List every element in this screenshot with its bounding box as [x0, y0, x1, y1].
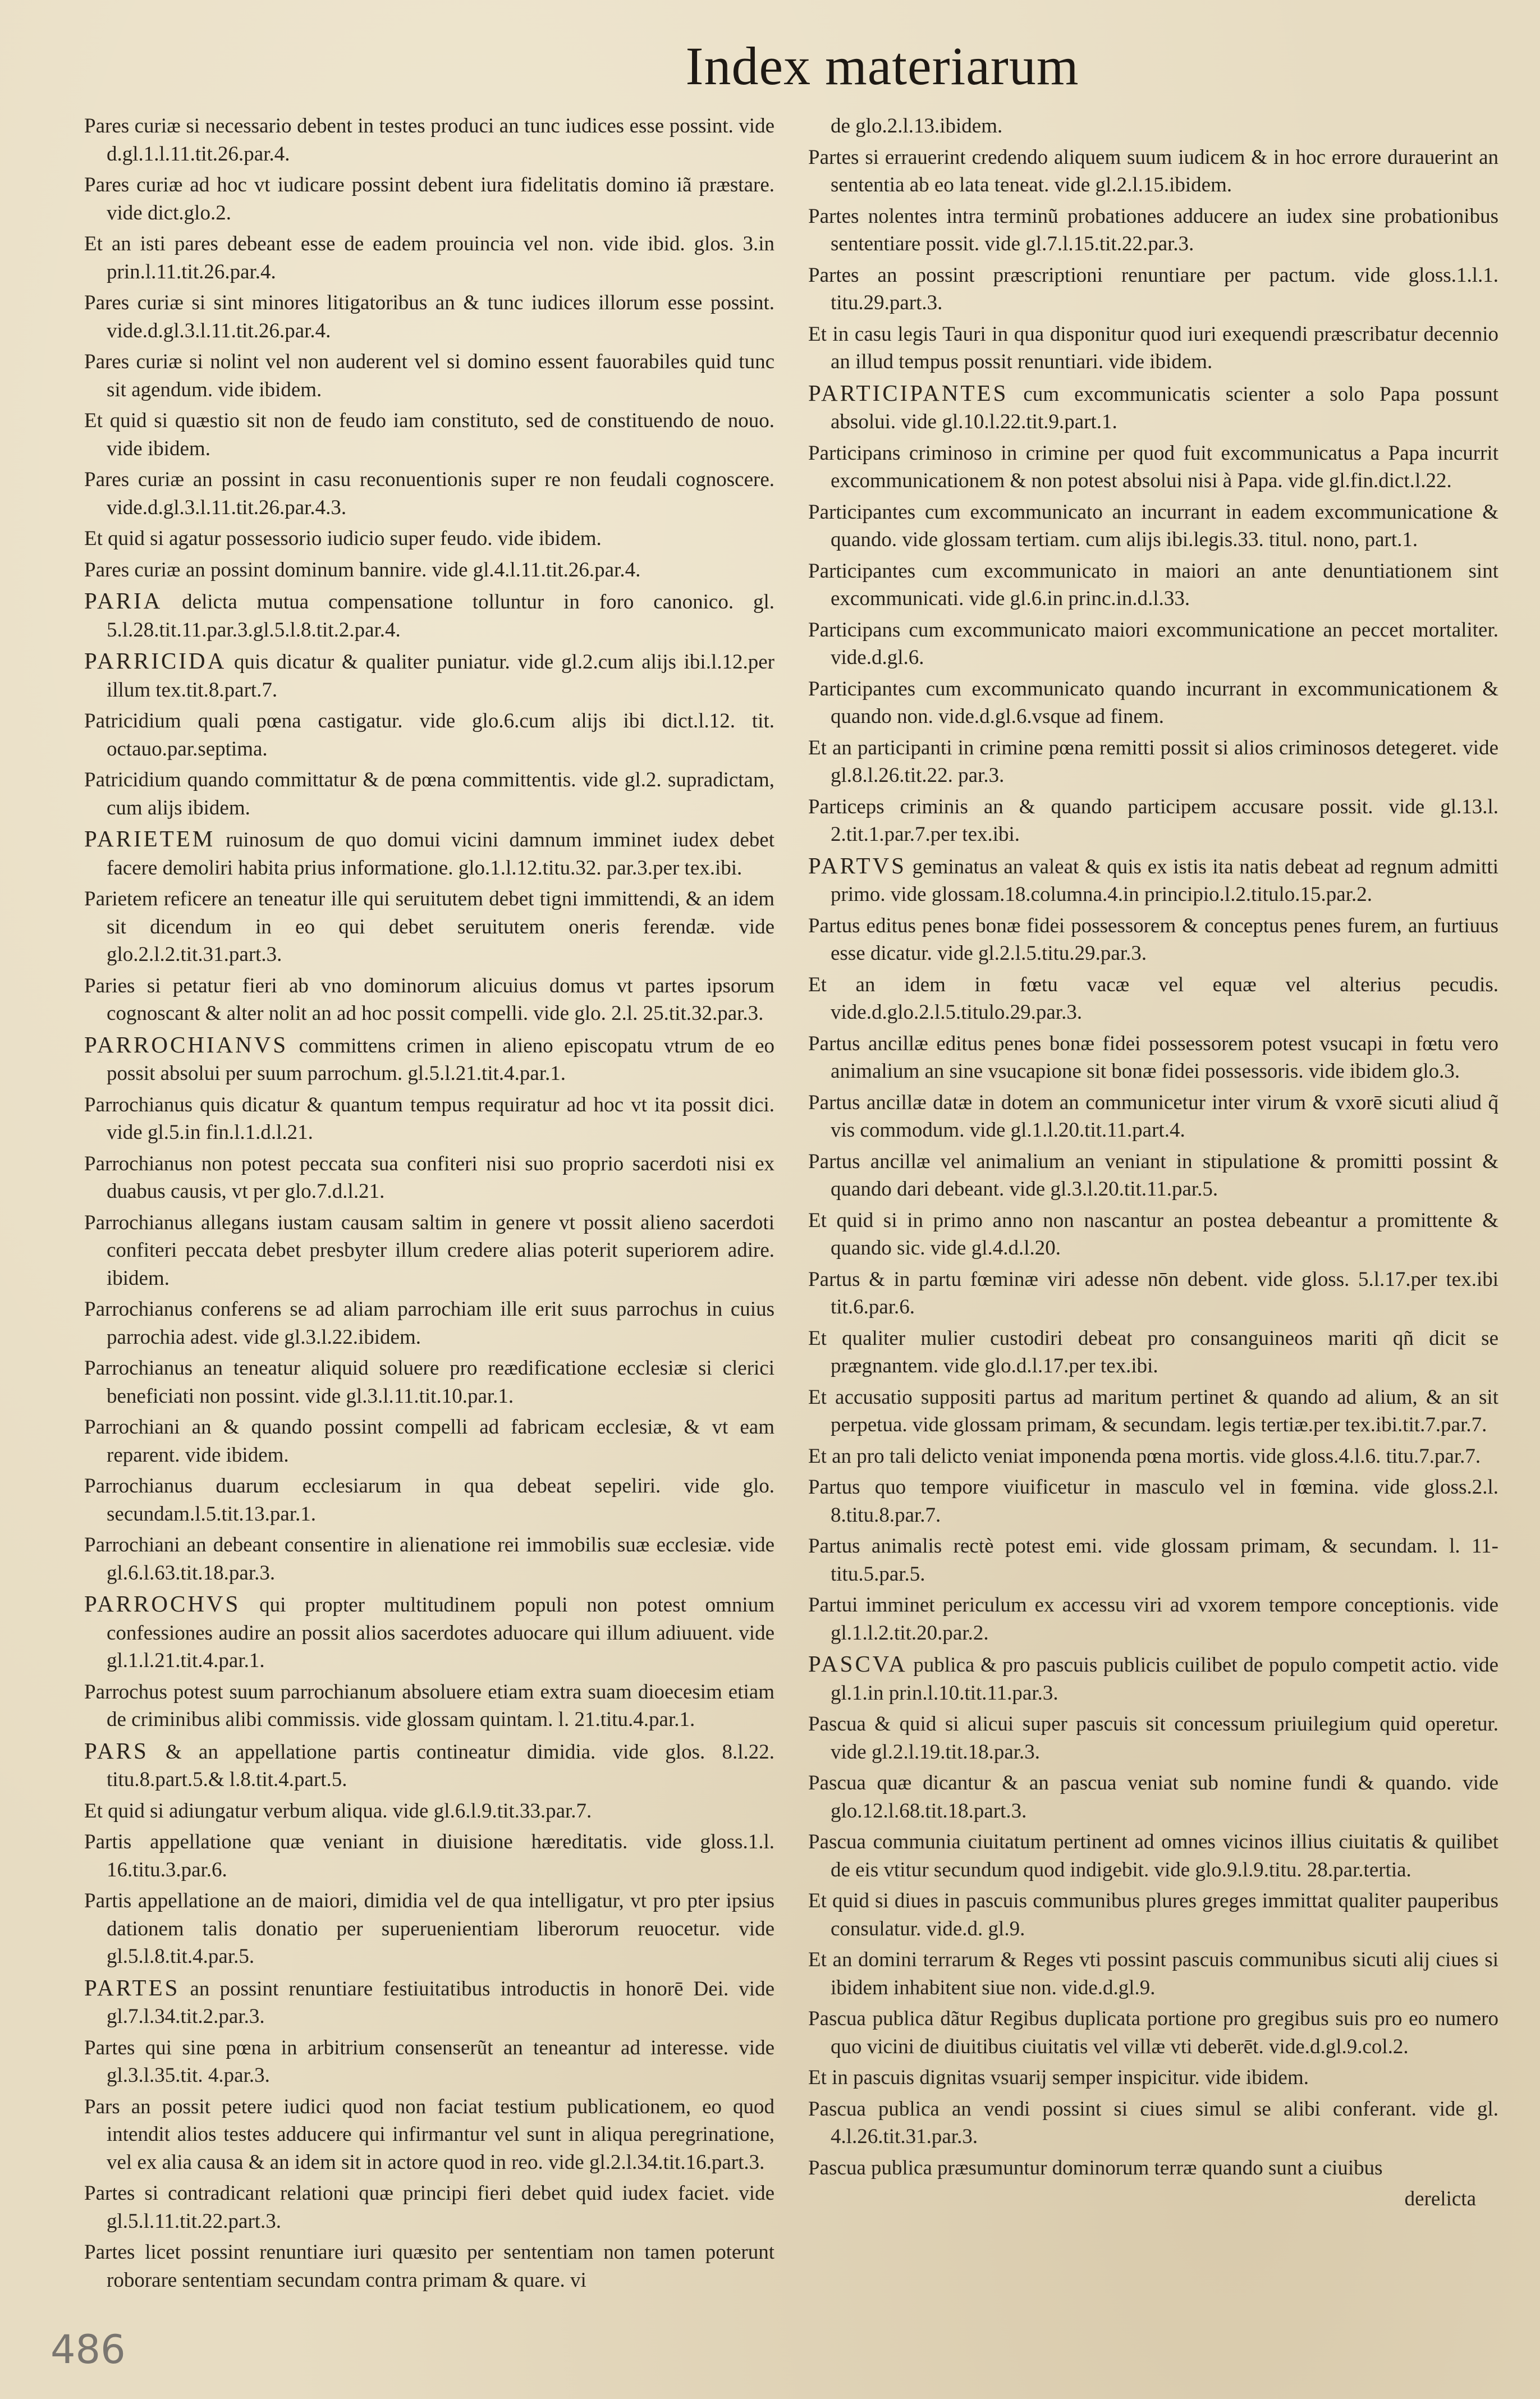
entry-text: Parrochianus allegans iustam causam saltim in genere vt possit alieno sacerdoti confiteri peccata debet presbyter illum credere alias poterit superiorem adire. ibidem.: [84, 1211, 774, 1290]
entry-text: Pascua publica an vendi possint si ciues simul se alibi conferant. vide gl. 4.l.26.tit.31.par.3.: [808, 2097, 1498, 2148]
entry-text: Parrochiani an & quando possint compelli ad fabricam ecclesiæ, & vt eam reparent. vide ibidem.: [84, 1416, 774, 1467]
entry-text: Et an isti pares debeant esse de eadem prouincia vel non. vide ibid. glos. 3.in prin.l.11.tit.26.par.4.: [84, 232, 774, 283]
index-entry: [808, 1828, 1498, 1884]
index-entry: [808, 2154, 1498, 2182]
entry-text: Partis appellatione an de maiori, dimidia vel de qua intelligatur, vt pro pter ipsius dationem talis donatio per superuenientiam liberorum reuocetur. vide gl.5.l.8.tit.4.par.5.: [84, 1889, 774, 1968]
entry-text: Parrochianus quis dicatur & quantum tempus requiratur ad hoc vt ita possit dici. vide gl.5.in fin.l.1.d.l.21.: [84, 1093, 774, 1144]
index-entry: [84, 1737, 774, 1794]
index-entry: [808, 1207, 1498, 1262]
index-entry: [84, 766, 774, 822]
index-entry: [808, 1946, 1498, 2002]
index-entry: [84, 825, 774, 882]
index-entry: [84, 1091, 774, 1147]
index-entry: [84, 556, 774, 584]
entry-text: geminatus an valeat & quis ex istis ita natis debeat ad regnum admitti primo. vide glossam.18.columna.4.in principio.l.2.titulo.15.par.2.: [831, 855, 1498, 906]
entry-text: Parrochianus duarum ecclesiarum in qua debeat sepeliri. vide glo. secundam.l.5.tit.13.par.1.: [84, 1475, 774, 1526]
entry-text: Partus editus penes bonæ fidei possessorem & conceptus penes furem, an furtiuus esse dicatur. vide gl.2.l.5.titu.29.par.3.: [808, 914, 1498, 965]
index-entry: [84, 2238, 774, 2294]
index-entry: [84, 587, 774, 644]
index-entry: [808, 2005, 1498, 2061]
index-entry: [808, 912, 1498, 968]
entry-text: Pares curiæ an possint dominum bannire. vide gl.4.l.11.tit.26.par.4.: [84, 558, 641, 582]
entry-text: Partes qui sine pœna in arbitrium consenserũt an teneantur ad interesse. vide gl.3.l.35.tit. 4.par.3.: [84, 2036, 774, 2087]
index-entry: [84, 2034, 774, 2090]
entry-text: Et quid si agatur possessorio iudicio super feudo. vide ibidem.: [84, 527, 602, 550]
index-entry: [84, 885, 774, 969]
entry-lemma: PARTICIPANTES: [808, 379, 1009, 406]
entry-text: Et qualiter mulier custodiri debeat pro consanguineos mariti qñ dicit se prægnantem. vide glo.d.l.17.per tex.ibi.: [808, 1326, 1498, 1377]
entry-text: Participans cum excommunicato maiori excommunicatione an peccet mortaliter. vide.d.gl.6.: [808, 618, 1498, 669]
index-entry: [808, 1384, 1498, 1439]
entry-text: Pares curiæ si nolint vel non auderent vel si domino essent fauorabiles quid tunc sit agendum. vide ibidem.: [84, 350, 774, 401]
index-entry: [84, 1031, 774, 1088]
entry-text: Pares curiæ ad hoc vt iudicare possint debent iura fidelitatis domino iã præstare. vide dict.glo.2.: [84, 173, 774, 225]
entry-text: Et accusatio suppositi partus ad maritum pertinet & quando ad alium, & an sit perpetua. vide glossam primam, & secundam. legis tertiæ.per tex.ibi.tit.7.par.7.: [808, 1385, 1498, 1436]
entry-text: Partis appellatione quæ veniant in diuisione hæreditatis. vide gloss.1.l. 16.titu.3.par.6.: [84, 1830, 774, 1881]
entry-text: Parrochianus conferens se ad aliam parrochiam ille erit suus parrochus in cuius parrochia adest. vide gl.3.l.22.ibidem.: [84, 1298, 774, 1349]
entry-text: committens crimen in alieno episcopatu vtrum de eo possit absolui per suum parrochum. gl.5.l.21.tit.4.par.1.: [107, 1034, 774, 1085]
index-entry: [84, 230, 774, 286]
index-entry: [808, 321, 1498, 376]
entry-text: Partes an possint præscriptioni renuntiare per pactum. vide gloss.1.l.1. titu.29.part.3.: [808, 263, 1498, 314]
index-entry: [808, 1650, 1498, 1707]
index-entry: [84, 112, 774, 168]
entry-text: cum excommunicatis scienter a solo Papa possunt absolui. vide gl.10.l.22.tit.9.part.1.: [831, 382, 1498, 433]
index-entry: [84, 707, 774, 763]
index-entry: [808, 675, 1498, 731]
entry-text: Partes si contradicant relationi quæ principi fieri debet quid iudex faciet. vide gl.5.l.11.tit.22.part.3.: [84, 2182, 774, 2233]
index-entry: [84, 289, 774, 345]
index-entry: [84, 2180, 774, 2235]
index-entry: [808, 1710, 1498, 1766]
entry-text: Pascua publica dãtur Regibus duplicata portione pro gregibus suis pro eo numero quo vicini de diuitibus ciuitatis vel villæ vti deberēt. vide.d.gl.9.col.2.: [808, 2007, 1498, 2058]
index-entry: [808, 1030, 1498, 1086]
entry-lemma: PARIA: [84, 588, 163, 614]
right-column: [808, 112, 1498, 2217]
entry-text: Parrochianus non potest peccata sua confiteri nisi suo proprio sacerdoti nisi ex duabus causis, vt per glo.7.d.l.21.: [84, 1152, 774, 1203]
entry-text: Pares curiæ si sint minores litigatoribus an & tunc iudices illorum esse possint. vide.d.gl.3.l.11.tit.26.par.4.: [84, 291, 774, 342]
index-entry: [808, 439, 1498, 495]
index-entry: [808, 616, 1498, 672]
index-entry: [808, 1887, 1498, 1943]
index-entry: [84, 1887, 774, 1971]
index-entry: [808, 379, 1498, 436]
entry-text: Partes licet possint renuntiare iuri quæsito per sententiam non tamen poterunt roborare sententiam secundam contra primam & quare. vi: [84, 2241, 774, 2292]
entry-text: Partes si errauerint credendo aliquem suum iudicem & in hoc errore durauerint an sententia ab eo lata teneat. vide gl.2.l.15.ibidem.: [808, 145, 1498, 196]
entry-lemma: PARIETEM: [84, 826, 216, 851]
entry-text: Participantes cum excommunicato quando incurrant in excommunicationem & quando non. vide.d.gl.6.vsque ad finem.: [808, 677, 1498, 728]
entry-text: Partus ancillæ vel animalium an veniant in stipulatione & promitti possint & quando dari debeant. vide gl.3.l.20.tit.11.par.5.: [808, 1150, 1498, 1201]
index-entry: [808, 1266, 1498, 1321]
index-entry: [808, 1473, 1498, 1529]
entry-text: Partus ancillæ editus penes bonæ fidei possessorem potest vsucapi in fœtu vero animalium an sine vsucapione sit bonæ fidei possessoris. vide ibidem glo.3.: [808, 1032, 1498, 1083]
index-entry: [84, 1531, 774, 1587]
index-entry: [808, 852, 1498, 909]
index-entry: [808, 734, 1498, 790]
entry-lemma: PARROCHIANVS: [84, 1031, 288, 1057]
entry-text: Pascua publica præsumuntur dominorum terræ quando sunt a ciuibus: [808, 2156, 1383, 2180]
index-entry: [808, 1532, 1498, 1588]
entry-text: Et quid si adiungatur verbum aliqua. vide gl.6.l.9.tit.33.par.7.: [84, 1799, 592, 1823]
index-entry: [84, 407, 774, 463]
entry-text: delicta mutua compensatione tolluntur in foro canonico. gl. 5.l.28.tit.11.par.3.gl.5.l.8.tit.2.par.4.: [107, 590, 774, 642]
entry-text: Pascua quæ dicantur & an pascua veniat sub nomine fundi & quando. vide glo.12.l.68.tit.18.part.3.: [808, 1771, 1498, 1823]
index-entry: [84, 2093, 774, 2177]
index-entry: [808, 262, 1498, 317]
index-entry: [84, 1797, 774, 1825]
entry-text: & an appellatione partis contineatur dimidia. vide glos. 8.l.22. titu.8.part.5.& l.8.tit.4.part.5.: [107, 1740, 774, 1791]
index-entry: [84, 1295, 774, 1351]
entry-lemma: PARS: [84, 1737, 149, 1764]
entry-text: derelicta: [1404, 2187, 1476, 2210]
entry-text: Partus & in partu fœminæ viri adesse nōn debent. vide gloss. 5.l.17.per tex.ibi tit.6.par.6.: [808, 1267, 1498, 1318]
entry-text: quis dicatur & qualiter puniatur. vide gl.2.cum alijs ibi.l.12.per illum tex.tit.8.part.7.: [107, 651, 774, 702]
index-entry: [808, 1443, 1498, 1471]
index-entry: [808, 144, 1498, 199]
index-entry: [84, 171, 774, 227]
entry-text: Patricidium quali pœna castigatur. vide glo.6.cum alijs ibi dict.l.12. tit. octauo.par.septima.: [84, 709, 774, 761]
entry-text: Paries si petatur fieri ab vno dominorum alicuius domus vt partes ipsorum cognoscant & alter nolit an ad hoc possit compelli. vide glo. 2.l. 25.tit.32.par.3.: [84, 974, 774, 1025]
entry-text: Et an pro tali delicto veniat imponenda pœna mortis. vide gloss.4.l.6. titu.7.par.7.: [808, 1444, 1481, 1468]
page-number: 486: [51, 2327, 126, 2373]
index-entry: [808, 1591, 1498, 1647]
entry-text: Pascua & quid si alicui super pascuis sit concessum priuilegium quid operetur. vide gl.2.l.19.tit.18.par.3.: [808, 1713, 1498, 1764]
index-entry: [84, 1590, 774, 1675]
index-entry: [84, 647, 774, 704]
entry-text: Et in casu legis Tauri in qua disponitur quod iuri exequendi præscribatur decennio an illud tempus possit renuntiari. vide ibidem.: [808, 322, 1498, 373]
index-entry: [808, 793, 1498, 849]
page-title: Index materiarum: [685, 36, 1079, 96]
entry-text: Pares curiæ si necessario debent in testes produci an tunc iudices esse possint. vide d.gl.1.l.11.tit.26.par.4.: [84, 115, 774, 166]
entry-text: Pares curiæ an possint in casu reconuentionis super re non feudali cognoscere. vide.d.gl.3.l.11.tit.26.par.4.3.: [84, 468, 774, 519]
entry-lemma: PARTES: [84, 1974, 180, 2000]
entry-text: Et an idem in fœtu vacæ vel equæ vel alterius pecudis. vide.d.glo.2.l.5.titulo.29.par.3.: [808, 973, 1498, 1024]
index-entry: [84, 1354, 774, 1410]
index-entry: [84, 1150, 774, 1206]
entry-text: Parrochiani an debeant consentire in alienatione rei immobilis suæ ecclesiæ. vide gl.6.l.63.tit.18.par.3.: [84, 1533, 774, 1585]
entry-text: Parrochus potest suum parrochianum absoluere etiam extra suam dioecesim etiam de criminibus alibi commissis. vide glossam quintam. l. 21.titu.4.par.1.: [84, 1680, 774, 1731]
index-entry: [808, 2095, 1498, 2151]
index-entry: [808, 498, 1498, 554]
index-entry: [84, 1472, 774, 1528]
index-entry: [808, 1325, 1498, 1380]
index-entry: [808, 971, 1498, 1027]
entry-text: Partes nolentes intra terminũ probationes adducere an iudex sine probationibus sententiare possit. vide gl.7.l.15.tit.22.par.3.: [808, 204, 1498, 255]
index-entry: [84, 972, 774, 1028]
entry-text: Partus animalis rectè potest emi. vide glossam primam, & secundam. l. 11-titu.5.par.5.: [808, 1535, 1498, 1586]
entry-text: an possint renuntiare festiuitatibus introductis in honorē Dei. vide gl.7.l.34.tit.2.par.3.: [107, 1977, 774, 2028]
entry-text: Et quid si quæstio sit non de feudo iam constituto, sed de constituendo de nouo. vide ibidem.: [84, 409, 774, 460]
index-entry: [808, 1769, 1498, 1825]
left-column: [84, 112, 774, 2297]
entry-text: Patricidium quando committatur & de pœna committentis. vide gl.2. supradictam, cum alijs ibidem.: [84, 768, 774, 819]
entry-text: Participantes cum excommunicato in maiori an ante denuntiationem sint excommunicati. vide gl.6.in princ.in.d.l.33.: [808, 559, 1498, 610]
entry-text: Et an domini terrarum & Reges vti possint pascuis communibus sicuti alij ciues si ibidem inhabitent siue non. vide.d.gl.9.: [808, 1948, 1498, 1999]
entry-text: publica & pro pascuis publicis cuilibet de populo competit actio. vide gl.1.in prin.l.10.tit.11.par.3.: [831, 1654, 1498, 1705]
index-entry: [84, 348, 774, 404]
index-entry: [808, 2185, 1498, 2213]
index-entry: [808, 112, 1498, 140]
index-entry: [808, 2064, 1498, 2092]
index-entry: [84, 1828, 774, 1884]
entry-text: Participantes cum excommunicato an incurrant in eadem excommunicatione & quando. vide glossam tertiam. cum alijs ibi.legis.33. titul. nono, part.1.: [808, 500, 1498, 551]
entry-text: Pars an possit petere iudici quod non faciat testium publicationem, eo quod intendit alios testes adducere qui infirmantur vel sunt in aliqua peregrinatione, vel ex alia causa & an idem sit in actore quod in reo. vide gl.2.l.34.tit.16.part.3.: [84, 2095, 774, 2174]
entry-text: Et in pascuis dignitas vsuarij semper inspicitur. vide ibidem.: [808, 2066, 1309, 2089]
entry-text: ruinosum de quo domui vicini damnum imminet iudex debet facere demoliri habita prius informatione. glo.1.l.12.titu.32. par.3.per tex.ibi.: [107, 828, 774, 880]
index-entry: [808, 557, 1498, 613]
entry-text: Pascua communia ciuitatum pertinent ad omnes vicinos illius ciuitatis & quilibet de eis vtitur secundum quod indigebit. vide glo.9.l.9.titu. 28.par.tertia.: [808, 1830, 1498, 1881]
index-entry: [84, 1209, 774, 1293]
index-entry: [808, 203, 1498, 258]
index-entry: [84, 1413, 774, 1469]
entry-text: Et quid si diues in pascuis communibus plures greges immittat qualiter pauperibus consulatur. vide.d. gl.9.: [808, 1889, 1498, 1940]
entry-lemma: PARRICIDA: [84, 648, 227, 674]
entry-lemma: PARROCHVS: [84, 1591, 241, 1617]
entry-text: de glo.2.l.13.ibidem.: [831, 115, 1003, 138]
index-entry: [84, 1678, 774, 1734]
index-entry: [84, 466, 774, 521]
index-entry: [84, 525, 774, 553]
index-entry: [808, 1089, 1498, 1144]
entry-text: Parietem reficere an teneatur ille qui seruitutem debet tigni immittendi, & an idem sit dicendum in eo qui debet seruitutem oneris ferendæ. vide glo.2.l.2.tit.31.part.3.: [84, 887, 774, 966]
index-entry: [808, 1148, 1498, 1203]
entry-text: qui propter multitudinem populi non potest omnium confessiones audire an possit alios sacerdotes aduocare qui illum adiuuent. vide gl.1.l.21.tit.4.par.1.: [107, 1594, 774, 1672]
entry-text: Et an participanti in crimine pœna remitti possit si alios criminosos detegeret. vide gl.8.l.26.tit.22. par.3.: [808, 736, 1498, 787]
entry-lemma: PASCVA: [808, 1651, 907, 1677]
entry-lemma: PARTVS: [808, 852, 906, 878]
entry-text: Et quid si in primo anno non nascantur an postea debeantur a promittente & quando sic. vide gl.4.d.l.20.: [808, 1208, 1498, 1260]
entry-text: Partus ancillæ datæ in dotem an communicetur inter virum & vxorē sicuti aliud q̃ vis commodum. vide gl.1.l.20.tit.11.part.4.: [808, 1091, 1498, 1142]
index-entry: [84, 1974, 774, 2031]
entry-text: Partus quo tempore viuificetur in masculo vel in fœmina. vide gloss.2.l. 8.titu.8.par.7.: [808, 1476, 1498, 1527]
entry-text: Partui imminet periculum ex accessu viri ad vxorem tempore conceptionis. vide gl.1.l.2.tit.20.par.2.: [808, 1594, 1498, 1645]
entry-text: Particeps criminis an & quando participem accusare possit. vide gl.13.l. 2.tit.1.par.7.per tex.ibi.: [808, 795, 1498, 846]
entry-text: Parrochianus an teneatur aliquid soluere pro reædificatione ecclesiæ si clerici beneficiati non possint. vide gl.3.l.11.tit.10.par.1.: [84, 1357, 774, 1408]
entry-text: Participans criminoso in crimine per quod fuit excommunicatus a Papa incurrit excommunicationem & non potest absolui nisi à Papa. vide gl.fin.dict.l.22.: [808, 441, 1498, 492]
